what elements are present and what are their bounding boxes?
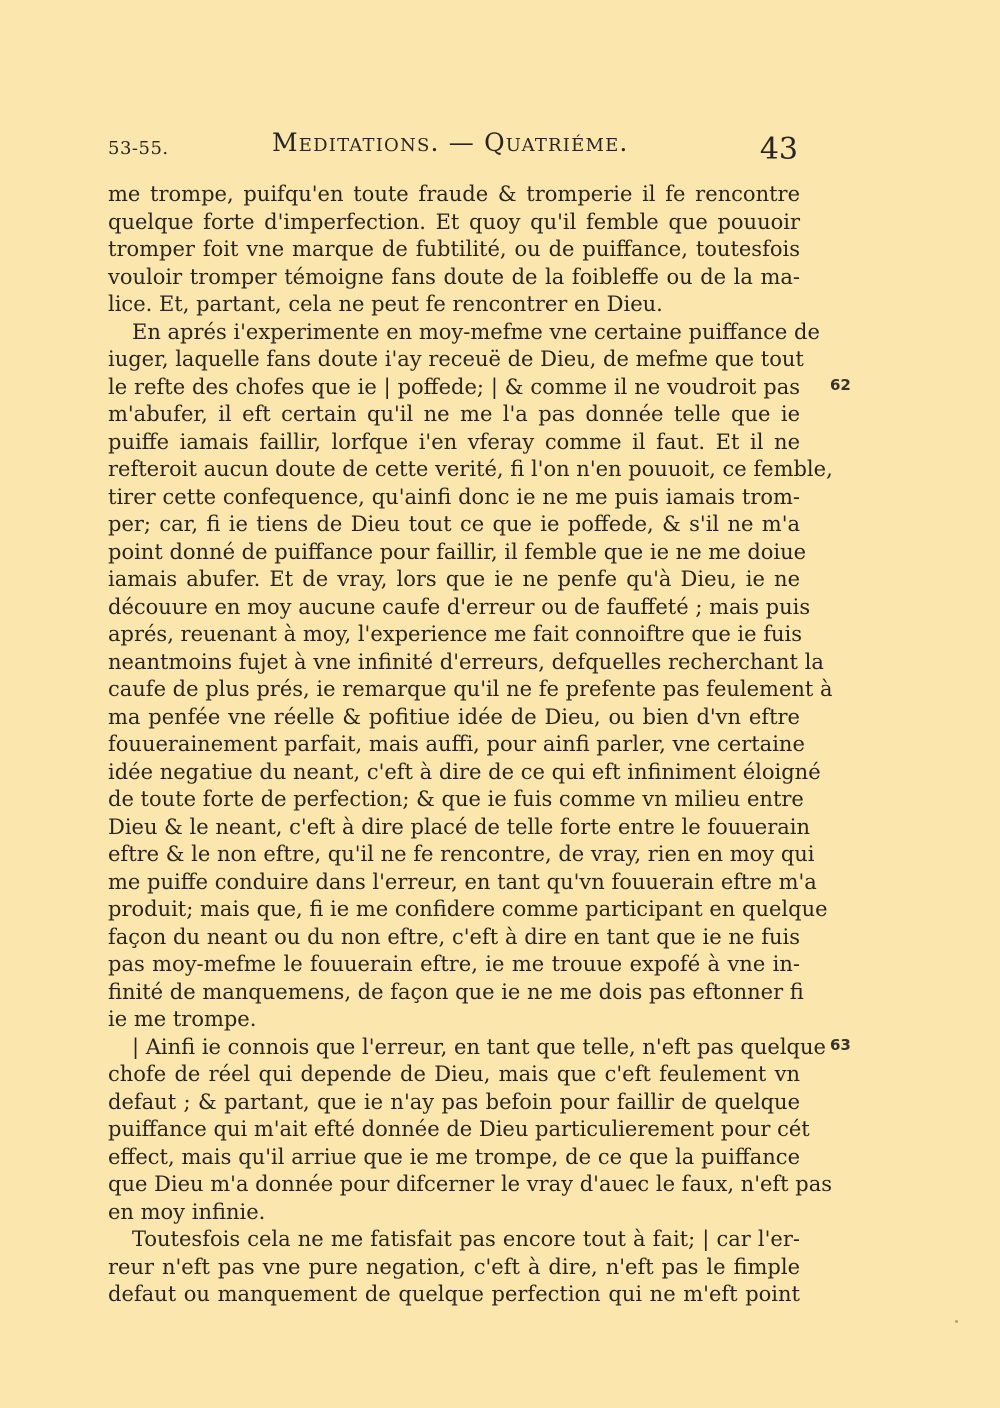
text-line: pas moy-mefme le fouuerain eftre, ie me trouue expofé à vne in- (108, 952, 800, 976)
text-line: aprés, reuenant à moy, l'experience me fait connoiftre que ie fuis (108, 622, 803, 646)
text-line: per; car, fi ie tiens de Dieu tout ce que ie poffede, & s'il ne m'a (108, 512, 800, 536)
margin-number: 62 (830, 376, 851, 394)
text-line: idée negatiue du neant, c'eft à dire de ce qui eft infiniment éloigné (108, 759, 821, 784)
text-line: tromper foit vne marque de fubtilité, ou de puiffance, toutesfois (108, 237, 800, 261)
text-line: chofe de réel qui depende de Dieu, mais que c'eft feulement vn (108, 1062, 800, 1086)
text-line: finité de manquemens, de façon que ie ne me dois pas eftonner fi (108, 979, 804, 1004)
text-line: iamais abufer. Et de vray, lors que ie ne penfe qu'à Dieu, ie ne (108, 567, 800, 591)
text-line: fouuerainement parfait, mais auffi, pour ainfi parler, vne certaine (108, 732, 805, 756)
text-line: m'abufer, il eft certain qu'il ne me l'a pas donnée telle que ie (108, 402, 800, 426)
text-line: ie me trompe. (108, 1007, 257, 1031)
text-line: quelque forte d'imperfection. Et quoy qu'il femble que pouuoir (108, 209, 800, 234)
text-line: me puiffe conduire dans l'erreur, en tant qu'vn fouuerain eftre m'a (108, 869, 817, 894)
text-line: effect, mais qu'il arriue que ie me trompe, de ce que la puiffance (108, 1144, 800, 1169)
page-range: 53-55. (108, 138, 169, 159)
paper-speck (955, 1320, 958, 1323)
text-line: defaut ; & partant, que ie n'ay pas befoin pour faillir de quelque (108, 1089, 800, 1114)
paragraph-start-line: Toutesfois cela ne me fatisfait pas encore tout à fait; | car l'er- (132, 1227, 800, 1251)
text-line: reur n'eft pas vne pure negation, c'eft à dire, n'eft pas le fimple (108, 1254, 800, 1279)
text-line: Dieu & le neant, c'eft à dire placé de telle forte entre le fouuerain (108, 814, 811, 839)
text-line: le refte des chofes que ie | poffede; | & comme il ne voudroit pas (108, 374, 800, 399)
page-number: 43 (759, 132, 798, 167)
text-line: puiffe iamais faillir, lorfque i'en vferay comme il faut. Et il ne (108, 429, 800, 454)
text-line: defaut ou manquement de quelque perfection qui ne m'eft point (108, 1282, 800, 1306)
text-line: de toute forte de perfection; & que ie fuis comme vn milieu entre (108, 787, 804, 811)
text-line: me trompe, puifqu'en toute fraude & tromperie il fe rencontre (108, 182, 800, 206)
paragraph-start-line: | Ainfi ie connois que l'erreur, en tant que telle, n'eft pas quelque (132, 1034, 826, 1059)
text-line: façon du neant ou du non eftre, c'eft à dire en tant que ie ne fuis (108, 924, 800, 949)
paragraph-start-line: En aprés i'experimente en moy-mefme vne certaine puiffance de (132, 319, 820, 344)
text-line: que Dieu m'a donnée pour difcerner le vray d'auec le faux, n'eft pas (108, 1172, 833, 1196)
text-line: refteroit aucun doute de cette verité, fi l'on n'en pouuoit, ce femble, (108, 457, 833, 481)
running-title: Meditations. — Quatriéme. (272, 128, 629, 157)
text-line: caufe de plus prés, ie remarque qu'il ne fe prefente pas feulement à (108, 677, 833, 701)
text-line: neantmoins fujet à vne infinité d'erreurs, defquelles recherchant la (108, 649, 824, 674)
page-body (108, 181, 833, 1309)
text-line: lice. Et, partant, cela ne peut fe rencontrer en Dieu. (108, 292, 663, 316)
text-line: ma penfée vne réelle & pofitiue idée de Dieu, ou bien d'vn eftre (108, 704, 800, 729)
margin-number: 63 (830, 1036, 851, 1054)
text-line: tirer cette confequence, qu'ainfi donc ie ne me puis iamais trom- (108, 484, 800, 509)
text-line: iuger, laquelle fans doute i'ay receuë de Dieu, de mefme que tout (108, 347, 804, 371)
text-line: découure en moy aucune caufe d'erreur ou de fauffeté ; mais puis (108, 594, 811, 619)
text-line: puiffance qui m'ait efté donnée de Dieu particulierement pour cét (108, 1117, 810, 1141)
text-line: produit; mais que, fi ie me confidere comme participant en quelque (108, 897, 828, 921)
text-line: vouloir tromper témoigne fans doute de la foibleffe ou de la ma- (108, 264, 800, 289)
text-line: point donné de puiffance pour faillir, il femble que ie ne me doiue (108, 539, 807, 564)
running-header (108, 128, 798, 168)
text-line: en moy infinie. (108, 1199, 266, 1224)
text-line: eftre & le non eftre, qu'il ne fe rencontre, de vray, rien en moy qui (108, 842, 815, 866)
